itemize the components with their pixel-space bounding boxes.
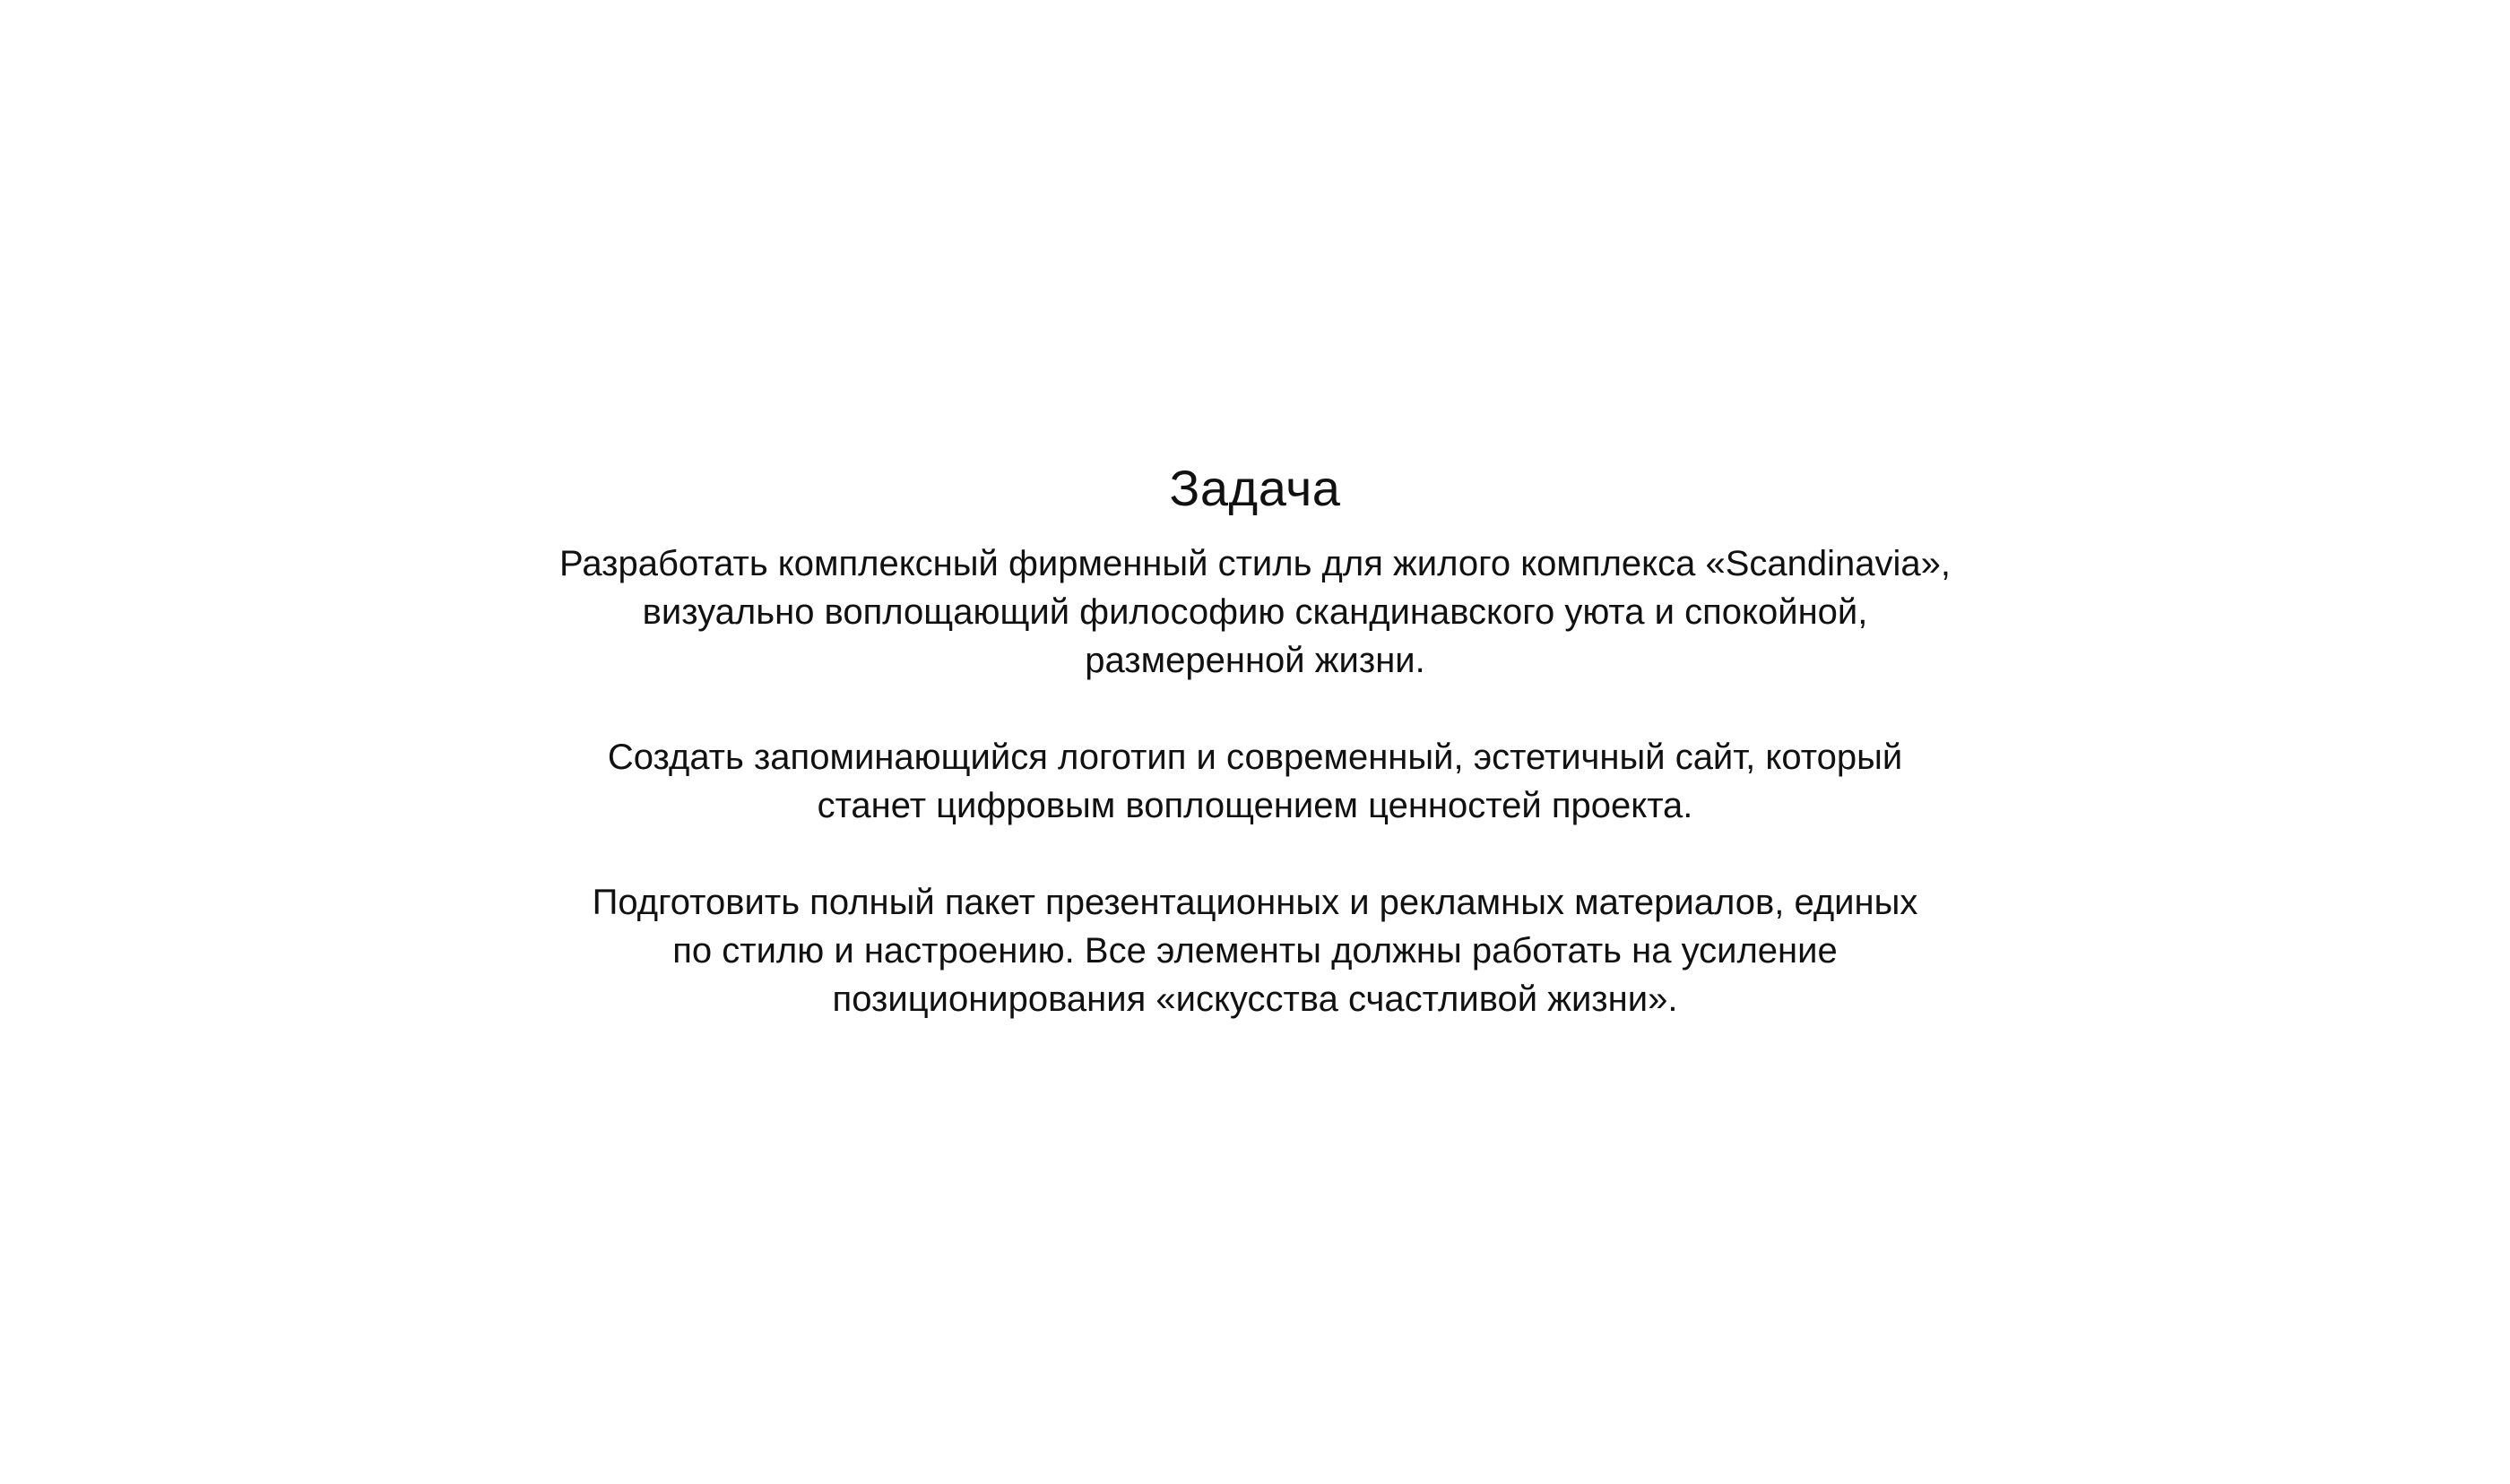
- text-line: станет цифровым воплощением ценностей проекта.: [817, 786, 1693, 825]
- task-section: [0, 457, 2510, 1072]
- text-line: Создать запоминающийся логотип и современный, эстетичный сайт, который: [607, 738, 1903, 777]
- text-line: по стилю и настроению. Все элементы должны работать на усиление: [672, 931, 1838, 971]
- section-title: Задача: [1169, 460, 1341, 516]
- paragraph-marketing-materials: [0, 878, 2510, 1023]
- paragraph-brand-identity: [0, 539, 2510, 685]
- text-line: позиционирования «искусства счастливой жизни».: [832, 979, 1678, 1019]
- task-description: [0, 539, 2510, 1023]
- text-line: размеренной жизни.: [1085, 641, 1425, 680]
- text-line: Подготовить полный пакет презентационных и рекламных материалов, единых: [592, 883, 1918, 922]
- text-line: визуально воплощающий философию скандинавского уюта и спокойной,: [642, 592, 1868, 632]
- text-line: Разработать комплексный фирменный стиль для жилого комплекса «Scandinavia»,: [559, 544, 1951, 583]
- paragraph-logo-website: [0, 733, 2510, 830]
